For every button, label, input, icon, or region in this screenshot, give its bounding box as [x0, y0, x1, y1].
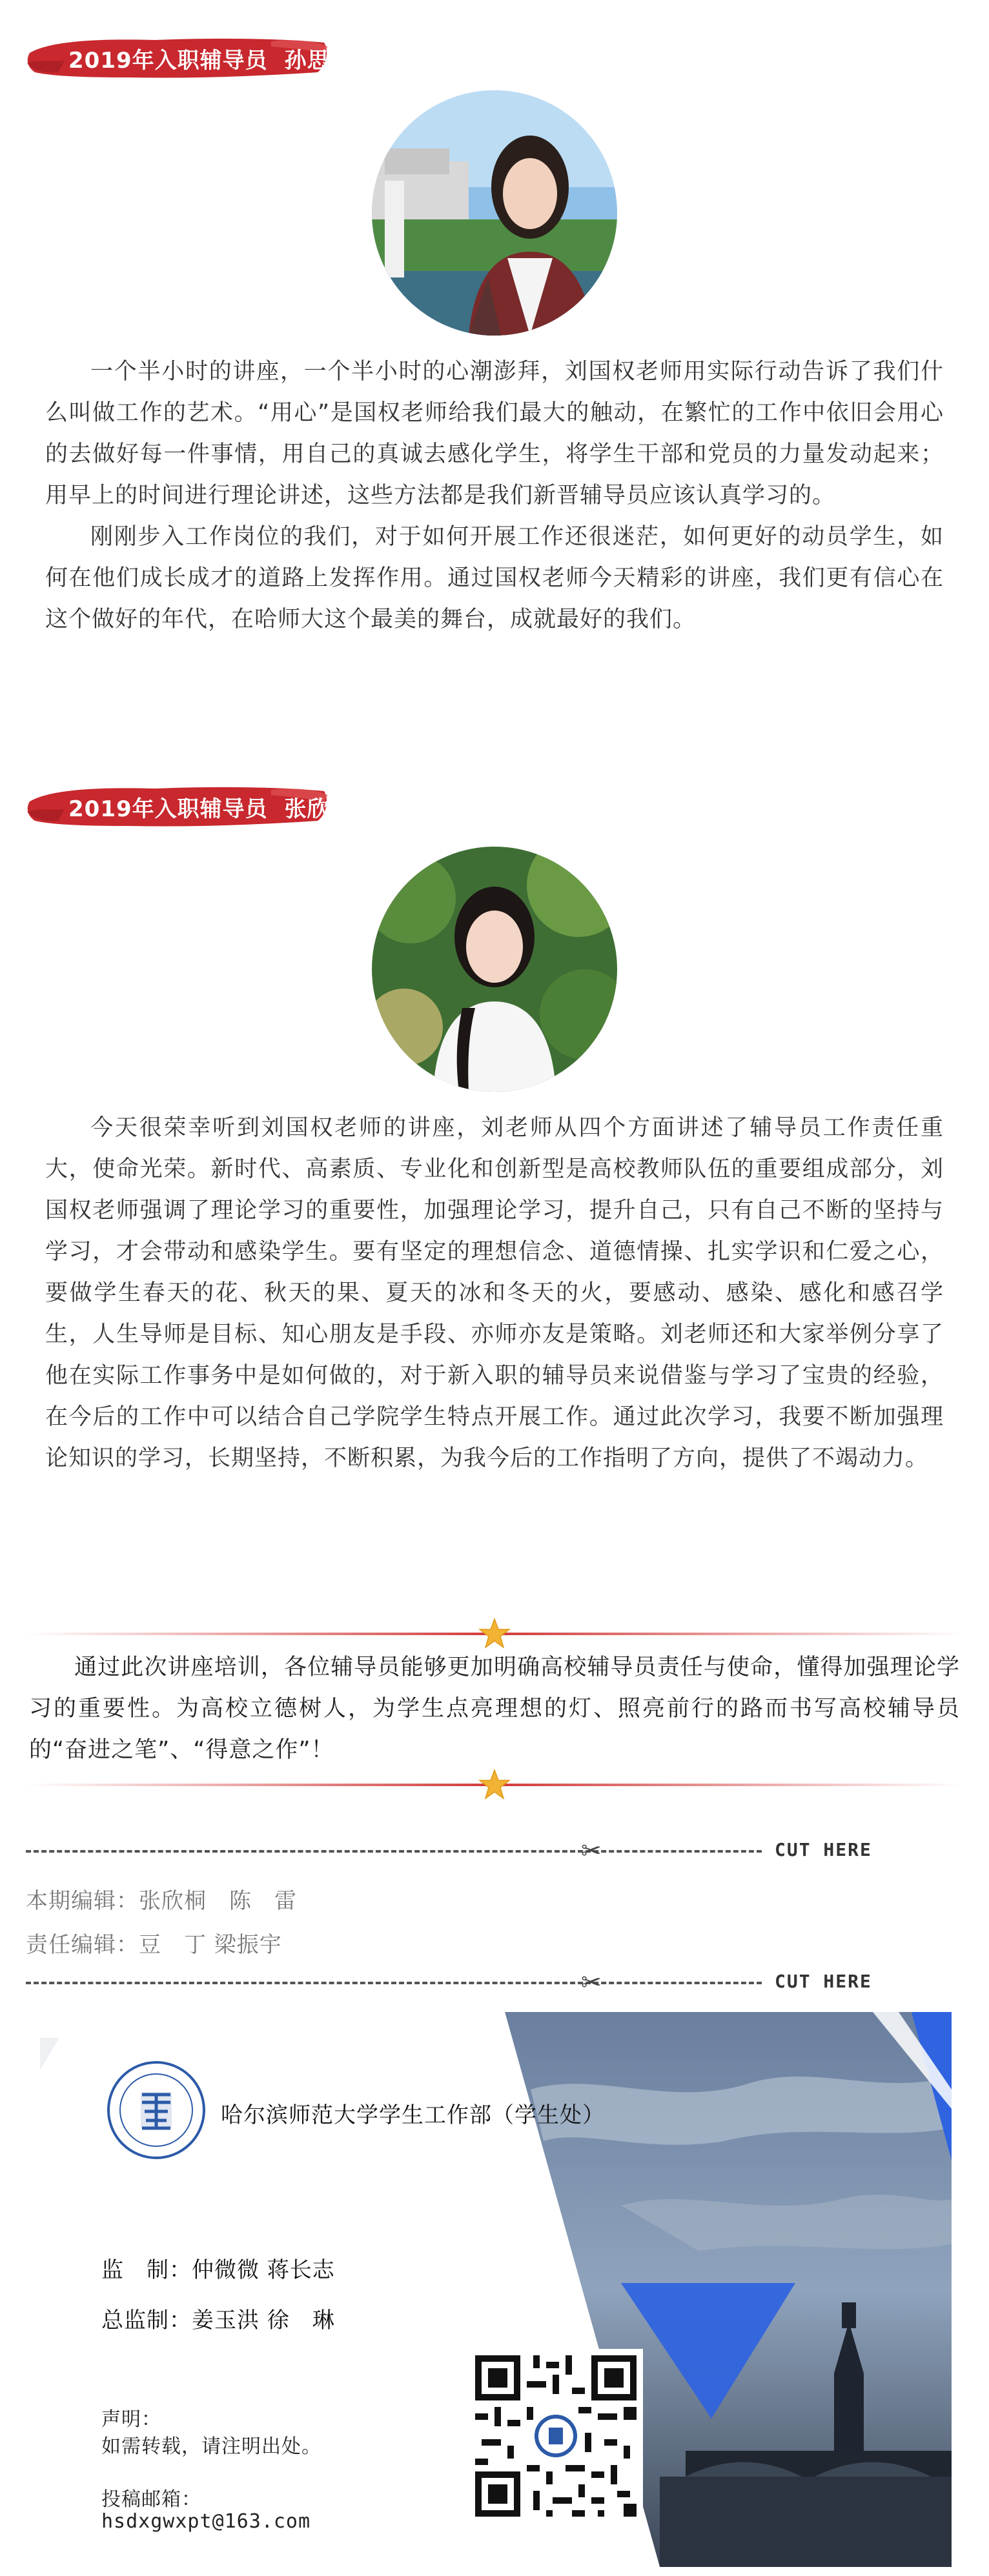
org-name: 哈尔滨师范大学学生工作部（学生处） [221, 2102, 605, 2128]
banner-year: 2019年入职辅导员 [68, 48, 268, 74]
section-1-text [45, 351, 944, 640]
university-seal-logo [105, 2058, 208, 2162]
section-banner-2 [26, 782, 352, 830]
paragraph: 通过此次讲座培训，各位辅导员能够更加明确高校辅导员责任与使命，懂得加强理论学习的重要性。为高校立德树人，为学生点亮理想的灯、照亮前行的路而书写高校辅导员的“奋进之笔”、“得意之作”！ [29, 1655, 960, 1763]
responsible-editor: 责任编辑：豆 丁 梁振宇 [26, 1932, 282, 1958]
avatar-portrait-2 [372, 847, 617, 1092]
issue-editor: 本期编辑：张欣桐 陈 雷 [26, 1888, 297, 1914]
statement-title: 声明： [101, 2408, 161, 2431]
cut-here-divider [26, 1838, 963, 1864]
paragraph: 一个半小时的讲座，一个半小时的心潮澎拜，刘国权老师用实际行动告诉了我们什么叫做工作的艺术。“用心”是国权老师给我们最大的触动，在繁忙的工作中依旧会用心的去做好每一件事情，用自己的真诚去感化学生，将学生干部和党员的力量发动起来；用早上的时间进行理论讲述，这些方法都是我们新晋辅导员应该认真学习的。 [45, 359, 944, 508]
cut-here-label: CUT HERE [775, 1971, 872, 1992]
footer-card [40, 2012, 952, 2567]
star-icon [478, 1617, 511, 1651]
banner-name: 孙思涵 [284, 48, 352, 74]
paragraph: 刚刚步入工作岗位的我们，对于如何开展工作还很迷茫，如何更好的动员学生，如何在他们成长成才的道路上发挥作用。通过国权老师今天精彩的讲座，我们更有信心在这个做好的年代，在哈师大这个最美的舞台，成就最好的我们。 [45, 524, 944, 632]
scissors-icon: ✂ [581, 1968, 602, 1997]
dashed-line [26, 1850, 762, 1853]
cut-here-label: CUT HERE [775, 1839, 872, 1860]
paragraph: 今天很荣幸听到刘国权老师的讲座，刘老师从四个方面讲述了辅导员工作责任重大，使命光荣。新时代、高素质、专业化和创新型是高校教师队伍的重要组成部分，刘国权老师强调了理论学习的重要性，加强理论学习，提升自己，只有自己不断的坚持与学习，才会带动和感染学生。要有坚定的理想信念、道德情操、扎实学识和仁爱之心，要做学生春天的花、秋天的果、夏天的冰和冬天的火，要感动、感染、感化和感召学生，人生导师是目标、知心朋友是手段、亦师亦友是策略。刘老师还和大家举例分享了他在实际工作事务中是如何做的，对于新入职的辅导员来说借鉴与学习了宝贵的经验，在今后的工作中可以结合自己学院学生特点开展工作。通过此次学习，我要不断加强理论知识的学习，长期坚持，不断积累，为我今后的工作指明了方向，提供了不竭动力。 [45, 1115, 944, 1471]
section-2-text [45, 1107, 944, 1479]
email-address: hsdxgwxpt@163.com [101, 2510, 311, 2533]
dashed-line [26, 1982, 762, 1984]
banner-text [68, 43, 352, 74]
cut-here-divider [26, 1969, 963, 1995]
banner-year: 2019年入职辅导员 [68, 796, 268, 822]
banner-name: 张欣桐 [284, 796, 352, 822]
supervisor: 监 制：仲微微 蒋长志 [101, 2257, 335, 2283]
chief-supervisor: 总监制：姜玉洪 徐 琳 [101, 2308, 335, 2333]
qr-code [469, 2349, 643, 2523]
avatar-portrait-1 [372, 90, 617, 336]
star-icon [478, 1768, 511, 1802]
section-banner-1 [26, 34, 352, 81]
summary-text [29, 1647, 960, 1771]
statement-text: 如需转载，请注明出处。 [101, 2435, 321, 2458]
scissors-icon: ✂ [581, 1836, 602, 1865]
banner-text [68, 791, 352, 823]
email-title: 投稿邮箱： [101, 2488, 201, 2511]
